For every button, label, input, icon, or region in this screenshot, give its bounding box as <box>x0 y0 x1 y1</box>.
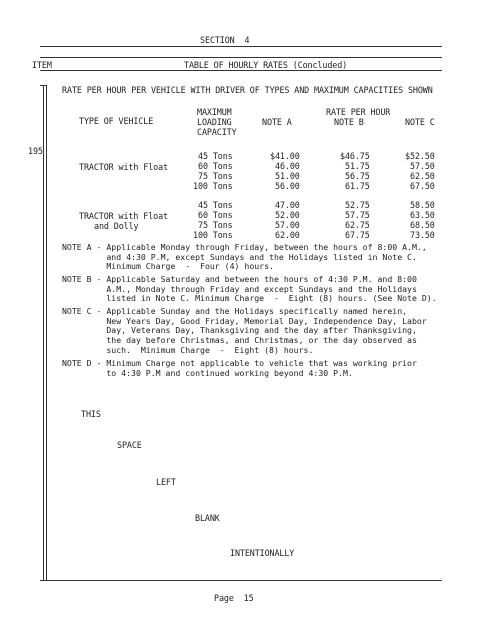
rate-a-cell: 51.00 <box>275 171 300 181</box>
rate-c-cell: 57.50 <box>410 161 435 171</box>
blank-word-left: LEFT <box>156 477 176 487</box>
rate-b-cell: 67.75 <box>345 230 370 240</box>
capacity-cell: 100 Tons <box>193 230 233 240</box>
note-d: NOTE D - Minimum Charge not applicable to vehicle that was working prior to 4:30 P.M and continued working beyond 4:30 P.M. <box>62 358 417 378</box>
blank-word-intentionally: INTENTIONALLY <box>230 548 295 558</box>
item-number: 195 <box>28 146 43 156</box>
item-column-cap <box>40 85 46 86</box>
rate-c-cell: 67.50 <box>410 181 435 191</box>
capacity-cell: 60 Tons <box>198 161 233 171</box>
capacity-cell: 45 Tons <box>198 151 233 161</box>
rate-b-cell: $46.75 <box>340 151 370 161</box>
header-note-b: NOTE B <box>334 117 364 127</box>
capacity-cell: 75 Tons <box>198 220 233 230</box>
note-c: NOTE C - Applicable Sunday and the Holidays specifically named herein, New Years Day, Good Friday, Memorial Day, Independence Day, Labor Day, Veterans Day, Thanksgiving and the day after Thanksgiving, the day before Christmas, and Christmas, or the day observed as such. Minimum Charge - Eight (8) hours. <box>62 306 427 355</box>
rate-b-cell: 57.75 <box>345 210 370 220</box>
vehicle-type: TRACTOR with Float <box>79 211 168 221</box>
capacity-cell: 75 Tons <box>198 171 233 181</box>
rate-c-cell: 62.50 <box>410 171 435 181</box>
rate-a-cell: 57.00 <box>275 220 300 230</box>
header-capacity-line3: CAPACITY <box>197 127 237 137</box>
header-type-of-vehicle: TYPE OF VEHICLE <box>79 116 154 126</box>
header-rate-per-hour: RATE PER HOUR <box>326 107 391 117</box>
rate-a-cell: 62.00 <box>275 230 300 240</box>
header-capacity-line1: MAXIMUM <box>197 107 232 117</box>
blank-word-space: SPACE <box>117 440 142 450</box>
item-column-divider-left <box>43 85 44 580</box>
rate-a-cell: 47.00 <box>275 200 300 210</box>
rate-a-cell: 46.00 <box>275 161 300 171</box>
bottom-border <box>40 580 442 581</box>
item-label: ITEM <box>32 60 52 70</box>
rate-a-cell: 52.00 <box>275 210 300 220</box>
note-a: NOTE A - Applicable Monday through Friday, between the hours of 8:00 A.M., and 4:30 P.M, except Sundays and the Holidays listed in Note C. Minimum Charge - Four (4) hours. <box>62 242 427 272</box>
vehicle-type: and Dolly <box>94 221 139 231</box>
rate-b-cell: 52.75 <box>345 200 370 210</box>
capacity-cell: 100 Tons <box>193 181 233 191</box>
column-header-rule <box>40 70 442 71</box>
item-column-divider-right <box>46 85 47 580</box>
rate-b-cell: 51.75 <box>345 161 370 171</box>
vehicle-type: TRACTOR with Float <box>79 162 168 172</box>
blank-word-blank: BLANK <box>195 513 220 523</box>
header-capacity-line2: LOADING <box>197 117 232 127</box>
capacity-cell: 45 Tons <box>198 200 233 210</box>
rate-b-cell: 56.75 <box>345 171 370 181</box>
header-rule <box>40 57 442 58</box>
top-border <box>40 46 442 47</box>
blank-word-this: THIS <box>81 409 101 419</box>
rate-c-cell: $52.50 <box>405 151 435 161</box>
rate-c-cell: 73.50 <box>410 230 435 240</box>
note-b: NOTE B - Applicable Saturday and between the hours of 4:30 P.M. and 8:00 A.M., Monday through Friday and except Sundays and the Holidays listed in Note C. Minimum Charge - Eight (8) hours. (See Note D). <box>62 274 437 304</box>
section-heading: SECTION 4 <box>200 35 250 45</box>
rate-a-cell: 56.00 <box>275 181 300 191</box>
table-subtitle: RATE PER HOUR PER VEHICLE WITH DRIVER OF TYPES AND MAXIMUM CAPACITIES SHOWN <box>62 85 433 95</box>
rate-b-cell: 62.75 <box>345 220 370 230</box>
page-number: Page 15 <box>214 593 254 603</box>
rate-b-cell: 61.75 <box>345 181 370 191</box>
item-column-cap <box>40 580 46 581</box>
rate-c-cell: 68.50 <box>410 220 435 230</box>
capacity-cell: 60 Tons <box>198 210 233 220</box>
rate-a-cell: $41.00 <box>270 151 300 161</box>
table-title: TABLE OF HOURLY RATES (Concluded) <box>184 60 348 70</box>
header-note-c: NOTE C <box>405 117 435 127</box>
header-note-a: NOTE A <box>262 117 292 127</box>
rate-c-cell: 58.50 <box>410 200 435 210</box>
rate-c-cell: 63.50 <box>410 210 435 220</box>
